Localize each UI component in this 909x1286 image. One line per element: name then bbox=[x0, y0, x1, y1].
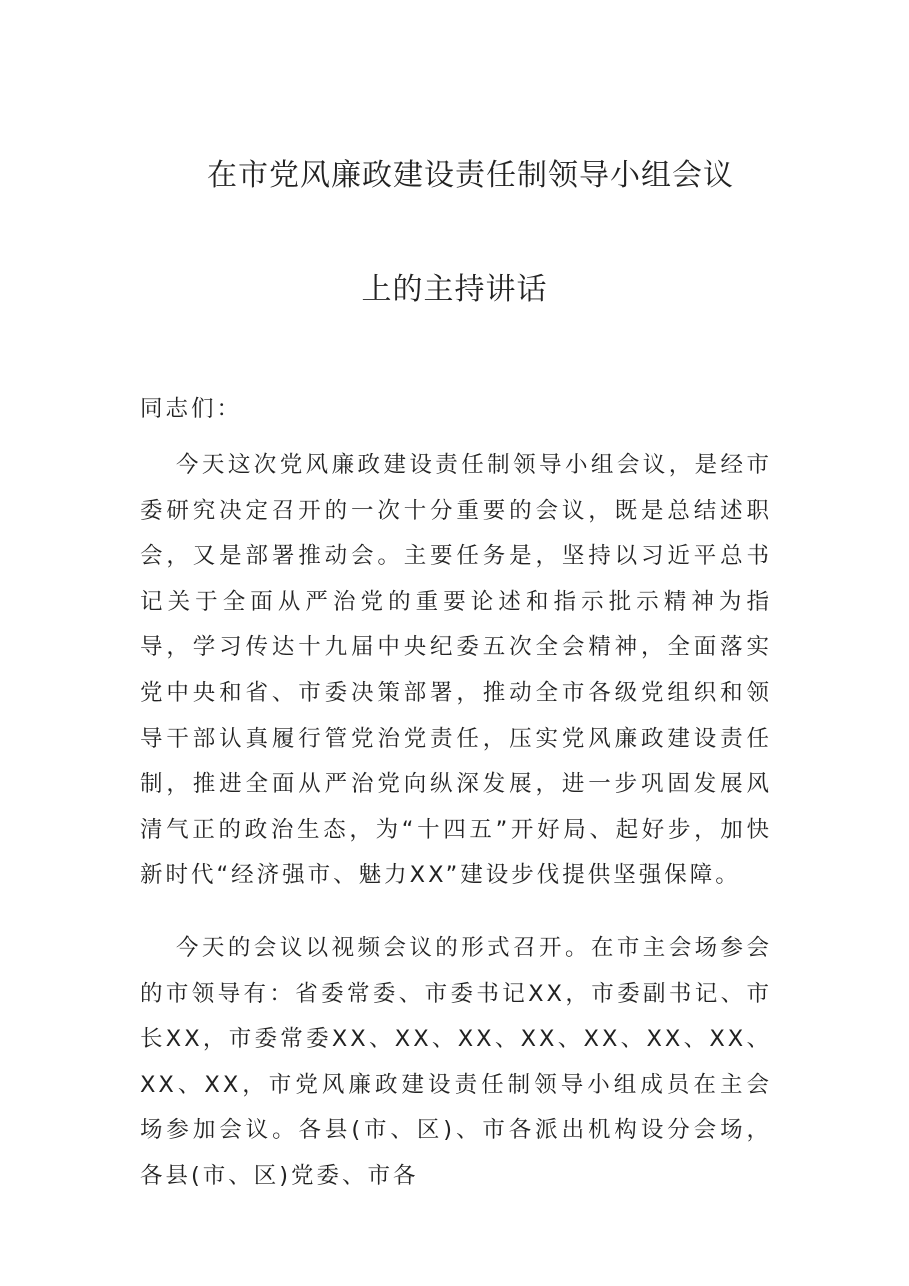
salutation: 同志们： bbox=[140, 396, 243, 422]
document-title-line-1: 在市党风廉政建设责任制领导小组会议 bbox=[207, 158, 734, 193]
body-paragraph-2: 今天的会议以视频会议的形式召开。在市主会场参会的市领导有：省委常委、市委书记XX，市委副书记、市长XX，市委常委XX、XX、XX、XX、XX、XX、XX、XX、XX，市党风廉政建设责任制领导小组成员在主会场参加会议。各县(市、区)、市各派出机构设分会场，各县(市、区)党委、市各 bbox=[140, 935, 772, 1189]
document-title-line-2: 上的主持讲话 bbox=[361, 272, 548, 307]
body-paragraph-1: 今天这次党风廉政建设责任制领导小组会议，是经市委研究决定召开的一次十分重要的会议，既是总结述职会，又是部署推动会。主要任务是，坚持以习近平总书记关于全面从严治党的重要论述和指示批示精神为指导，学习传达十九届中央纪委五次全会精神，全面落实党中央和省、市委决策部署，推动全市各级党组织和领导干部认真履行管党治党责任，压实党风廉政建设责任制，推进全面从严治党向纵深发展，进一步巩固发展风清气正的政治生态，为“十四五”开好局、起好步，加快新时代“经济强市、魅力XX”建设步伐提供坚强保障。 bbox=[140, 452, 772, 889]
